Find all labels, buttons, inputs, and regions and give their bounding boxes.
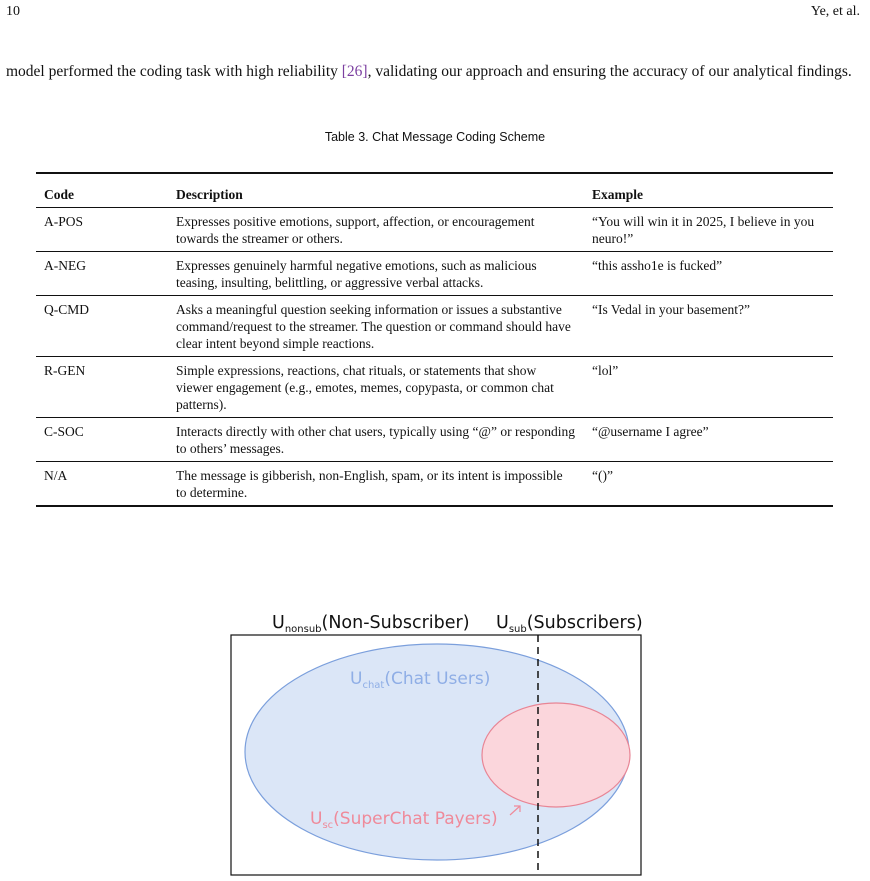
example-cell: “()” <box>584 462 833 507</box>
body-paragraph <box>6 58 864 86</box>
paragraph-text: model performed the coding task with high reliability <box>6 63 342 80</box>
citation-link[interactable]: [26] <box>341 63 368 80</box>
description-cell: Expresses genuinely harmful negative emotions, such as malicious teasing, insulting, belittling, or aggressive verbal attacks. <box>168 252 584 296</box>
sub-label: $U_{sub}(Subscribers)$ <box>496 613 643 635</box>
venn-diagram <box>222 605 662 880</box>
header-example: Example <box>584 173 833 208</box>
table-row <box>36 208 833 252</box>
example-cell: “You will win it in 2025, I believe in you neuro!” <box>584 208 833 252</box>
code-cell: N/A <box>36 462 168 507</box>
table-caption: Table 3. Chat Message Coding Scheme <box>324 130 546 144</box>
example-cell: “@username I agree” <box>584 418 833 462</box>
code-cell: C-SOC <box>36 418 168 462</box>
table-row <box>36 296 833 357</box>
description-cell: Expresses positive emotions, support, affection, or encouragement towards the streamer or others. <box>168 208 584 252</box>
paragraph-text-end: , validating our approach and ensuring the accuracy of our analytical findings. <box>367 63 852 80</box>
example-cell: “Is Vedal in your basement?” <box>584 296 833 357</box>
code-cell: A-POS <box>36 208 168 252</box>
example-cell: “lol” <box>584 357 833 418</box>
page-number: 10 <box>6 4 20 19</box>
table-row <box>36 418 833 462</box>
running-author: Ye, et al. <box>810 4 860 19</box>
code-cell: Q-CMD <box>36 296 168 357</box>
table-row <box>36 462 833 507</box>
header-code: Code <box>36 173 168 208</box>
description-cell: Interacts directly with other chat users, typically using “@” or responding to others’ messages. <box>168 418 584 462</box>
superchat-label: $U_{sc}(SuperChat$ Payers) <box>310 809 498 831</box>
table-row <box>36 357 833 418</box>
description-cell: Asks a meaningful question seeking information or issues a substantive command/request to the streamer. The question or command should have clear intent beyond simple reactions. <box>168 296 584 357</box>
code-cell: A-NEG <box>36 252 168 296</box>
description-cell: Simple expressions, reactions, chat rituals, or statements that show viewer engagement (e.g., emotes, memes, copypasta, or common chat patterns). <box>168 357 584 418</box>
chat-users-label: $U_{chat}(Chat$ Users) <box>350 669 491 691</box>
coding-scheme-table <box>36 172 833 507</box>
nonsub-label: $U_{nonsub}(Non-Subscriber)$ <box>272 613 470 635</box>
table-header-row <box>36 173 833 208</box>
page-header <box>6 4 860 20</box>
header-description: Description <box>168 173 584 208</box>
superchat-ellipse <box>482 703 630 807</box>
table-row <box>36 252 833 296</box>
description-cell: The message is gibberish, non-English, spam, or its intent is impossible to determine. <box>168 462 584 507</box>
code-cell: R-GEN <box>36 357 168 418</box>
example-cell: “this assho1e is fucked” <box>584 252 833 296</box>
